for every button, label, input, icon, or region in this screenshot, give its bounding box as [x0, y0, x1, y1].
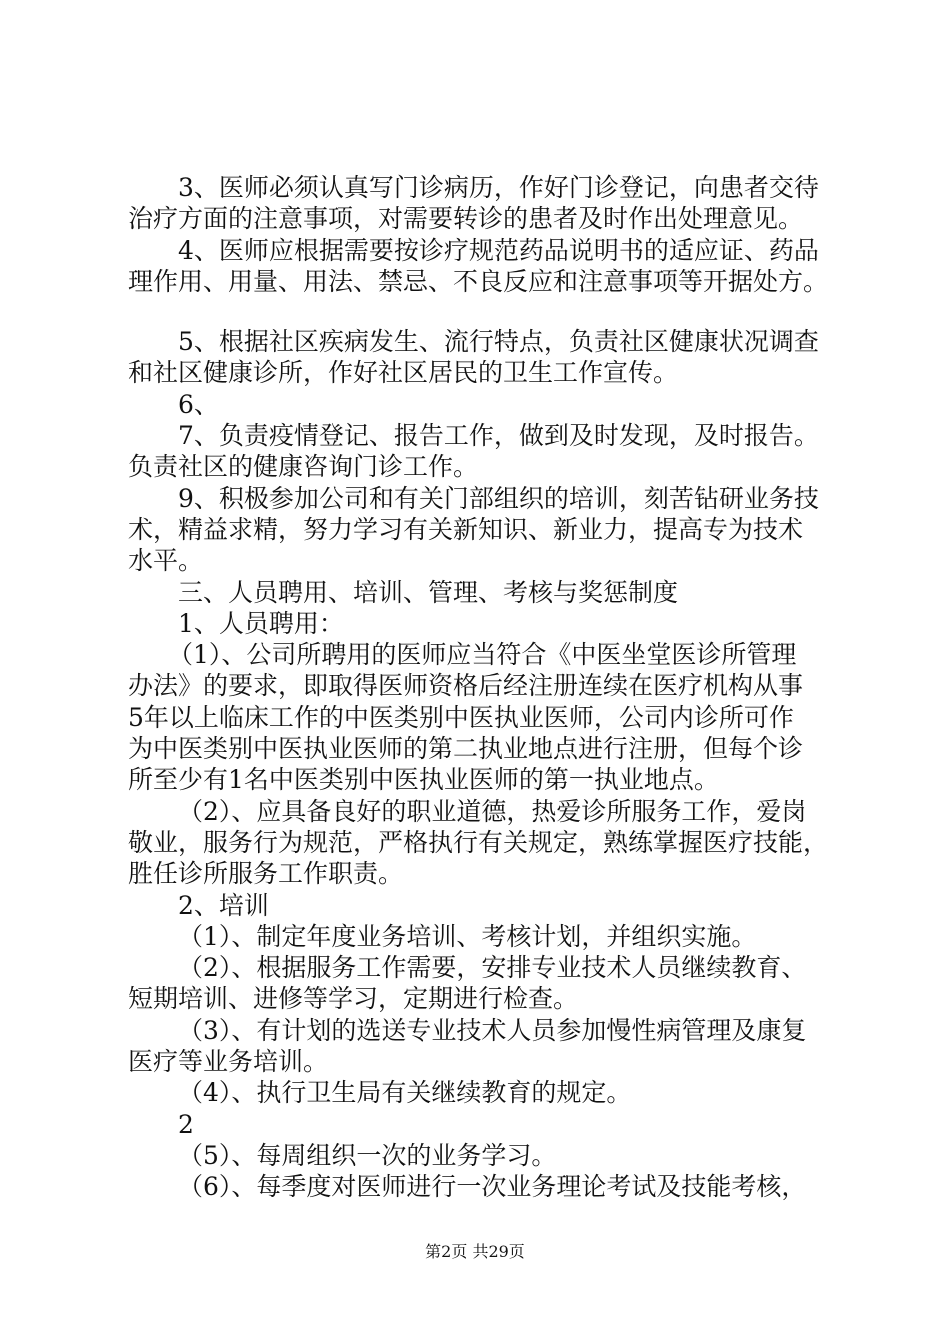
paragraph-line: 所至少有1名中医类别中医执业医师的第一执业地点。	[128, 765, 719, 795]
paragraph-line: 敬业，服务行为规范，严格执行有关规定，熟练掌握医疗技能，	[128, 827, 829, 857]
paragraph-line: 短期培训、进修等学习，定期进行检查。	[128, 984, 579, 1014]
paragraph-line: （4）、执行卫生局有关继续教育的规定。	[178, 1078, 632, 1108]
paragraph-line: 治疗方面的注意事项，对需要转诊的患者及时作出处理意见。	[128, 204, 804, 234]
paragraph-line: 6、	[178, 389, 219, 419]
section-heading: 三、人员聘用、培训、管理、考核与奖惩制度	[178, 577, 679, 607]
paragraph-line: 7、负责疫情登记、报告工作，做到及时发现，及时报告。	[178, 421, 819, 451]
paragraph-line: 术，精益求精，努力学习有关新知识、新业力，提高专为技术	[128, 514, 804, 544]
paragraph-line: 负责社区的健康咨询门诊工作。	[128, 452, 479, 482]
paragraph-line: 和社区健康诊所，作好社区居民的卫生工作宣传。	[128, 358, 679, 388]
paragraph-line: 5、根据社区疾病发生、流行特点，负责社区健康状况调查	[178, 327, 819, 357]
paragraph-line: 为中医类别中医执业医师的第二执业地点进行注册，但每个诊	[128, 734, 804, 764]
document-body	[128, 172, 848, 1203]
paragraph-line: 3、医师必须认真写门诊病历，作好门诊登记，向患者交待	[178, 173, 819, 202]
paragraph-line: 4、医师应根据需要按诊疗规范药品说明书的适应证、药品	[178, 235, 819, 265]
subsection-heading: 2、培训	[178, 890, 269, 920]
paragraph-line: （1）、公司所聘用的医师应当符合《中医坐堂医诊所管理	[168, 640, 797, 670]
paragraph-line: （1）、制定年度业务培训、考核计划，并组织实施。	[178, 921, 757, 951]
paragraph-line: （2）、根据服务工作需要，安排专业技术人员继续教育、	[178, 953, 807, 983]
paragraph-line: （5）、每周组织一次的业务学习。	[178, 1140, 557, 1170]
paragraph-line: （3）、有计划的选送专业技术人员参加慢性病管理及康复	[178, 1015, 807, 1045]
paragraph-line: 医疗等业务培训。	[128, 1047, 329, 1077]
paragraph-line: 胜任诊所服务工作职责。	[128, 859, 404, 889]
paragraph-line: （2）、应具备良好的职业道德，热爱诊所服务工作，爱岗	[178, 796, 807, 826]
paragraph-line: （6）、每季度对医师进行一次业务理论考试及技能考核，	[178, 1172, 807, 1202]
paragraph-line: 5年以上临床工作的中医类别中医执业医师，公司内诊所可作	[128, 702, 794, 732]
paragraph-line: 水平。	[128, 546, 204, 576]
paragraph-line: 办法》的要求，即取得医师资格后经注册连续在医疗机构从事	[128, 671, 804, 701]
paragraph-line: 9、积极参加公司和有关门部组织的培训，刻苦钻研业务技	[178, 483, 819, 513]
paragraph-line: 理作用、用量、用法、禁忌、不良反应和注意事项等开据处方。	[128, 266, 829, 296]
page-number-footer: 第2页 共29页	[425, 1242, 525, 1261]
subsection-heading: 1、人员聘用：	[178, 608, 344, 638]
paragraph-line: 2	[178, 1109, 194, 1139]
blank-line	[128, 297, 848, 326]
